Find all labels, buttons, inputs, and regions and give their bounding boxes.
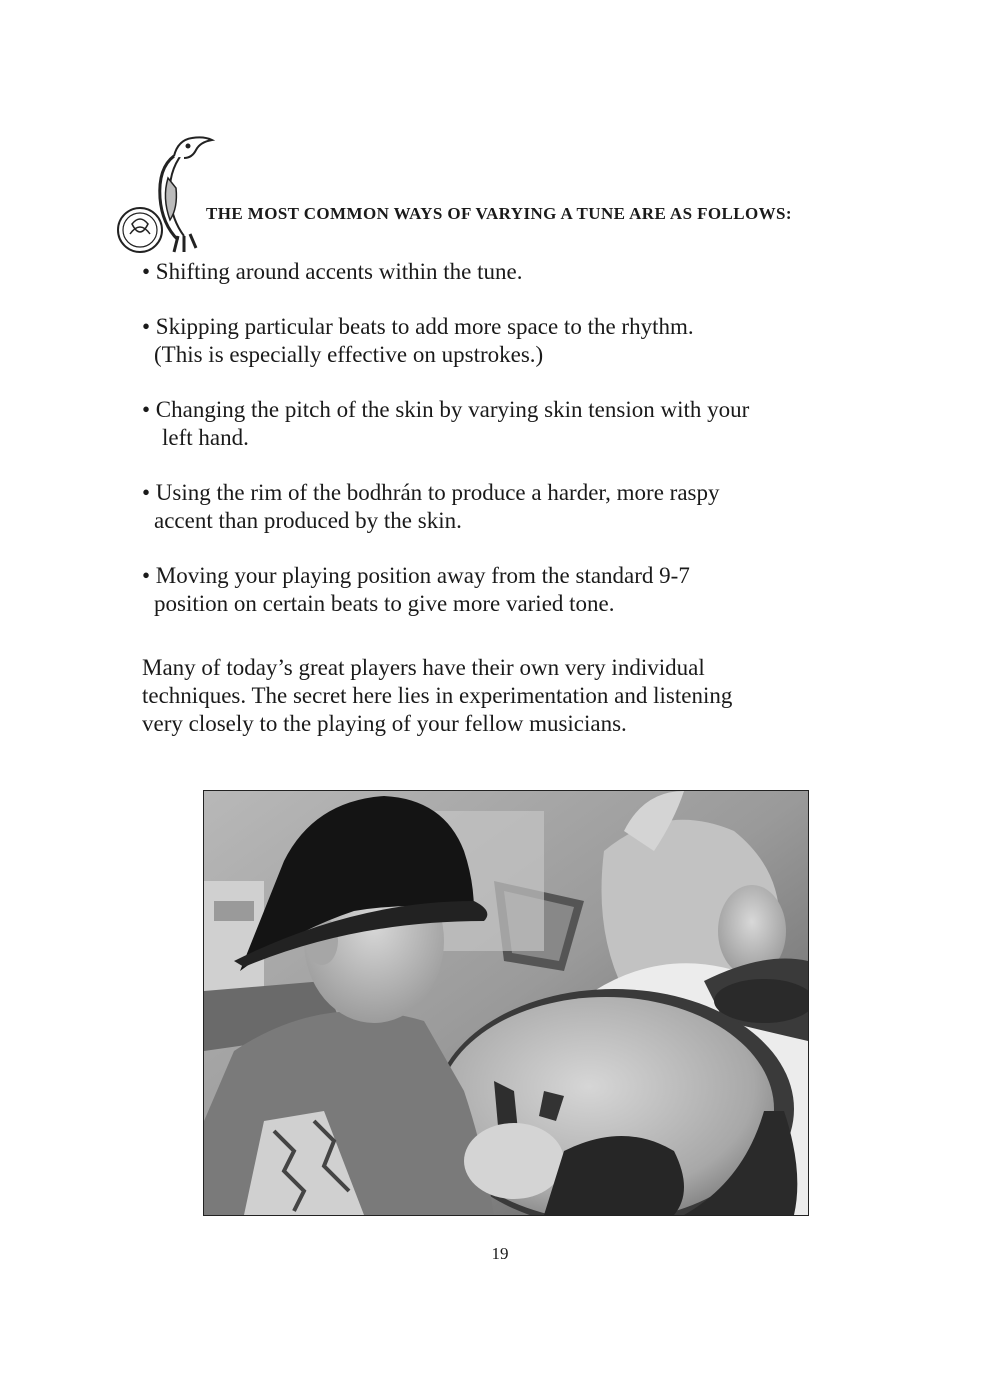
list-item-line: (This is especially effective on upstrokes.): [154, 342, 544, 367]
list-item-line: • Changing the pitch of the skin by varying skin tension with your: [142, 397, 750, 422]
list-item-line: • Using the rim of the bodhrán to produce a harder, more raspy: [142, 480, 720, 505]
list-item: [142, 313, 862, 369]
paragraph-line: techniques. The secret here lies in experimentation and listening: [142, 683, 733, 708]
list-item: [142, 479, 862, 535]
list-item-line: • Shifting around accents within the tune.: [142, 259, 523, 284]
list-item-line: accent than produced by the skin.: [154, 508, 462, 533]
list-item: [142, 562, 862, 618]
list-item-line: position on certain beats to give more varied tone.: [154, 591, 615, 616]
list-item-line: • Skipping particular beats to add more space to the rhythm.: [142, 314, 694, 339]
list-item-line: • Moving your playing position away from the standard 9-7: [142, 563, 690, 588]
body-paragraph: [142, 654, 862, 738]
page-number: 19: [491, 1244, 509, 1263]
list-item: [142, 396, 862, 452]
section-heading: THE MOST COMMON WAYS OF VARYING A TUNE ARE AS FOLLOWS:: [206, 204, 792, 223]
paragraph-line: Many of today’s great players have their own very individual: [142, 655, 705, 680]
list-item-line: left hand.: [162, 425, 249, 450]
celtic-bird-ornament-icon: [112, 128, 222, 258]
paragraph-line: very closely to the playing of your fellow musicians.: [142, 711, 627, 736]
body-content: [142, 258, 862, 738]
list-item: [142, 258, 862, 286]
photograph: [203, 790, 809, 1216]
